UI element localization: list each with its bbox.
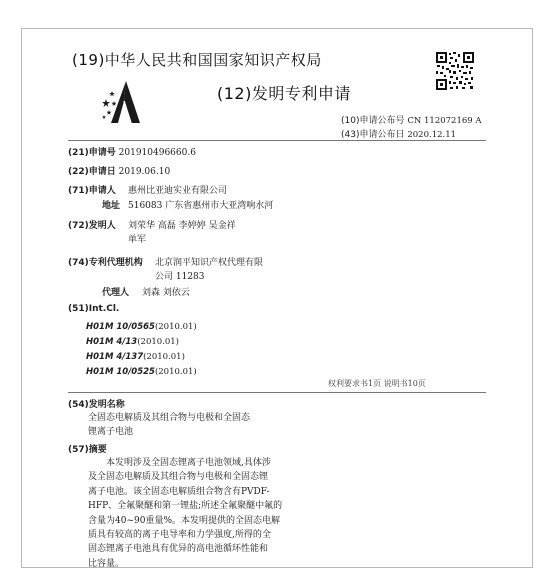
ipc-code: H01M 4/137 — [86, 352, 144, 362]
address-label: 地址 — [102, 201, 121, 211]
abstract-line: 离子电池。该全固态电解质组合物含有PVDF- — [88, 486, 270, 497]
invention-title-line-2: 锂离子电池 — [88, 427, 134, 438]
filing-date-row — [68, 164, 170, 177]
filing-date-value: 2019.06.10 — [118, 167, 171, 177]
agent-label: 代理人 — [102, 288, 130, 298]
ipc-code: H01M 4/13 — [86, 337, 138, 347]
address-value: 516083 广东省惠州市大亚湾响水河 — [128, 201, 274, 211]
publication-number-label: (10)申请公布号 — [341, 116, 405, 126]
cnipa-emblem-icon — [100, 79, 148, 125]
ipc-item — [86, 322, 197, 332]
agent-value: 刘森 刘依云 — [142, 288, 190, 298]
ipc-label: (51)Int.Cl. — [68, 304, 120, 314]
ipc-date: (2010.01) — [143, 352, 185, 362]
agency-line-2: 公司 11283 — [155, 272, 205, 282]
ipc-date: (2010.01) — [137, 337, 180, 347]
abstract-line: 质具有较高的离子电导率和力学强度,所得的全 — [88, 530, 271, 541]
ipc-date: (2010.01) — [154, 322, 197, 332]
invention-title-line-1: 全固态电解质及其组合物与电极和全固态 — [88, 413, 251, 423]
inventors-label: (72)发明人 — [68, 221, 116, 231]
agency-line-1: 北京润平知识产权代理有限 — [155, 258, 264, 268]
application-number-value: 201910496660.6 — [118, 148, 196, 158]
office-name: (19)中华人民共和国国家知识产权局 — [72, 51, 322, 69]
ipc-item — [86, 352, 185, 362]
publication-number-line — [341, 113, 482, 126]
ipc-code: H01M 10/0525 — [86, 367, 155, 377]
application-number-label: (21)申请号 — [68, 148, 116, 158]
biblio-divider — [68, 392, 486, 393]
applicant-label: (71)申请人 — [68, 186, 116, 196]
document-type-title: (12)发明专利申请 — [217, 84, 351, 103]
publication-date-label: (43)申请公布日 — [341, 130, 405, 140]
ipc-item — [86, 337, 179, 347]
filing-date-label: (22)申请日 — [68, 167, 116, 177]
ipc-code: H01M 10/0565 — [86, 322, 155, 332]
abstract-line: 比容量。 — [88, 558, 125, 569]
abstract-line: 本发明涉及全固态锂离子电池领域,具体涉 — [106, 458, 271, 468]
publication-date-line — [341, 127, 456, 140]
ipc-date: (2010.01) — [154, 367, 197, 377]
publication-date-value: 2020.12.11 — [407, 130, 457, 140]
abstract-line: 及全固态电解质及其组合物与电极和全固态锂 — [88, 472, 269, 483]
abstract-line: 含量为40~90重量%。本发明提供的全固态电解 — [88, 515, 280, 526]
pages-note: 权利要求书1页 说明书10页 — [328, 379, 426, 388]
header-divider — [68, 140, 486, 141]
qr-code-icon — [435, 51, 475, 91]
invention-title — [88, 411, 250, 440]
abstract-label: (57)摘要 — [68, 445, 107, 455]
application-number-row — [68, 145, 196, 158]
applicant-value: 惠州比亚迪实业有限公司 — [128, 186, 228, 196]
publication-number-value: CN 112072169 A — [407, 116, 482, 126]
inventors-line-2: 单军 — [128, 235, 147, 245]
abstract-line: 固态锂离子电池具有优异的高电池循环性能和 — [88, 544, 269, 555]
abstract-line: HFP、全氟聚醚和第一锂盐;所述全氟聚醚中氟的 — [88, 501, 283, 512]
ipc-item — [86, 367, 197, 377]
title-label: (54)发明名称 — [68, 400, 125, 410]
abstract-text — [88, 456, 282, 571]
inventors-line-1: 刘荣华 高磊 李婷婷 吴金祥 — [128, 221, 236, 231]
agency-label: (74)专利代理机构 — [68, 258, 143, 268]
patent-document-page — [21, 28, 533, 568]
